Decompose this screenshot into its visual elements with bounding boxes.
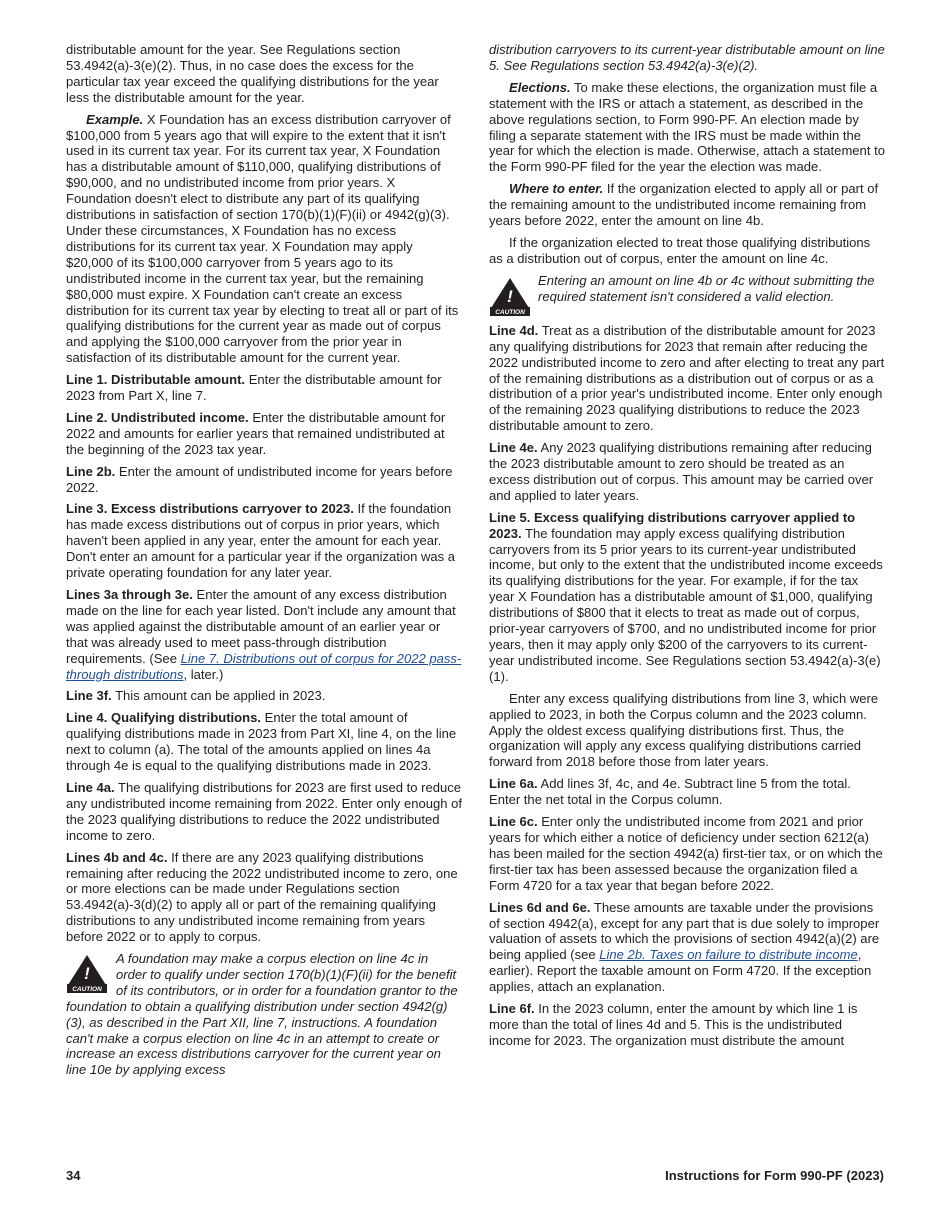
footer-title: Instructions for Form 990-PF (2023) bbox=[665, 1168, 884, 1183]
line-3-heading: Line 3. Excess distributions carryover to 2023. bbox=[66, 501, 354, 517]
elections-text: To make these elections, the organization must file a statement with the IRS or attach a statement, as described in the above regulations section, to Form 990-PF. An election made by filing a separate statement with the IRS must be made within the year for which the election is made. Otherwise, attach a statement to the Form 990-PF filed for the year the election was made. bbox=[489, 79, 885, 175]
line-3-paragraph bbox=[66, 501, 462, 581]
line-2b-heading: Line 2b. bbox=[66, 463, 116, 479]
line-2-heading: Line 2. Undistributed income. bbox=[66, 409, 249, 425]
caution-text: Entering an amount on line 4b or 4c without submitting the required statement isn't considered a valid election. bbox=[538, 272, 875, 304]
line-2-paragraph bbox=[66, 410, 462, 458]
line-4d-text: Treat as a distribution of the distributable amount for 2023 any qualifying distributions for 2023 that remain after reducing the 2022 undistributed income to zero and after electing to treat any part of the remaining distributions as a distribution out of corpus or as a distribution of a prior year's undistributed income. Enter only enough of the remaining 2023 qualifying distributions to reduce the 2023 distributable amount to zero. bbox=[489, 322, 885, 434]
example-paragraph bbox=[66, 112, 462, 367]
caution-icon bbox=[489, 277, 531, 317]
line-2b-paragraph bbox=[66, 464, 462, 496]
left-column bbox=[66, 42, 462, 1084]
line-6c-text: Enter only the undistributed income from 2021 and prior years for which either a notice of deficiency under section 6212(a) has been mailed for the section 4942(a) first-tier tax, or on which the first-tier tax has been assessed because the organization filed a Form 4720 for a tax year that began before 2022. bbox=[489, 814, 883, 893]
caution-mark: ! bbox=[507, 286, 513, 306]
lines-4b-4c-heading: Lines 4b and 4c. bbox=[66, 849, 168, 865]
line-4e-text: Any 2023 qualifying distributions remaining after reducing the 2023 distributable amount to zero should be treated as an excess distribution out of corpus. This amount may be carried over and applied to later years. bbox=[489, 440, 874, 503]
line-5-heading: Line 5. Excess qualifying distributions carryover applied to 2023. bbox=[489, 509, 856, 541]
line-7-distributions-link[interactable]: Line 7. Distributions out of corpus for 2022 pass-through distributions bbox=[66, 650, 462, 682]
elections-heading: Elections. bbox=[509, 79, 571, 95]
line-3-text: If the foundation has made excess distributions out of corpus in prior years, which haven't been applied in any year, enter the amount for each year. Don't enter an amount for a particular year if the organization was a private operating foundation for any later year. bbox=[66, 501, 456, 581]
line-4a-text: The qualifying distributions for 2023 are first used to reduce any undistributed income remaining from 2022. Enter only enough of the 2023 qualifying distributions to reduce the 2022 undistributed income to zero. bbox=[66, 779, 462, 843]
line-4e-paragraph bbox=[489, 440, 885, 504]
line-4d-heading: Line 4d. bbox=[489, 322, 539, 338]
lines-6d-6e-after: , earlier). Report the taxable amount on Form 4720. If the exception applies, attach an explanation. bbox=[489, 947, 872, 995]
line-4d-paragraph bbox=[489, 323, 885, 434]
line-4-text: Enter the total amount of qualifying distributions made in 2023 from Part XI, line 4, on the line next to column (a). The total of the amounts applied on lines 4a through 4e is equal to the qualifying distributions made in 2023. bbox=[66, 710, 457, 774]
lines-4b-4c-paragraph bbox=[66, 850, 462, 945]
right-column bbox=[489, 42, 885, 1055]
caution-continued: distribution carryovers to its current-year distributable amount on line 5. See Regulations section 53.4942(a)-3(e)(2). bbox=[489, 42, 885, 73]
example-text: X Foundation has an excess distribution carryover of $100,000 from 5 years ago that will expire to the extent that it isn't used in its current tax year. For its current tax year, X Foundation has a distributable amount of $110,000, qualifying distributions of $90,000, and no undistributed income from prior years. X Foundation doesn't elect to distribute any part of its qualifying distributions in satisfaction of section 170(b)(1)(F)(ii) or 4942(g)(3). Under these circumstances, X Foundation has no excess distributions for its current tax year. X Foundation may apply $20,000 of its $100,000 carryover from 5 years ago to its undistributed income in the current tax year, but the remaining $80,000 must expire. X Foundation can't create an excess distribution for its current tax year by electing to treat all or part of its qualifying distributions for the current year as made out of corpus and applying the $100,000 carryover from the prior year in satisfaction of its distributable amount for the current year. bbox=[66, 111, 459, 366]
caution-label: CAUTION bbox=[495, 308, 525, 316]
caution-mark: ! bbox=[84, 964, 90, 984]
corpus-paragraph: If the organization elected to treat those qualifying distributions as a distribution out of corpus, enter the amount on line 4c. bbox=[489, 234, 871, 266]
page-number: 34 bbox=[66, 1168, 81, 1183]
line-2b-taxes-link[interactable]: Line 2b. Taxes on failure to distribute income bbox=[599, 947, 858, 963]
lines-4b-4c-text: If there are any 2023 qualifying distributions remaining after reducing the 2022 undistributed income to zero, one or more elections can be made under Regulations section 53.4942(a)-3(d)(2) to apply all or part of the remaining qualifying distributions to any undistributed income remaining from years before 2022 or to apply to corpus. bbox=[66, 849, 458, 945]
lines-6d-6e-heading: Lines 6d and 6e. bbox=[489, 899, 591, 915]
line-1-heading: Line 1. Distributable amount. bbox=[66, 372, 246, 388]
line-3a-text: Enter the amount of any excess distribution made on the line for each year listed. Don't include any amount that was applied against the distributable amount of an earlier year or that was already used to meet pass-through distribution requirements. (See bbox=[66, 587, 456, 666]
caution-icon bbox=[66, 954, 108, 994]
line-4e-heading: Line 4e. bbox=[489, 440, 538, 456]
where-to-enter-heading: Where to enter. bbox=[509, 181, 604, 197]
line-2b-text: Enter the amount of undistributed income for years before 2022. bbox=[66, 463, 453, 495]
line-6a-heading: Line 6a. bbox=[489, 776, 538, 792]
line-3a-paragraph bbox=[66, 587, 462, 682]
line-6f-heading: Line 6f. bbox=[489, 1001, 535, 1017]
line-5-paragraph bbox=[489, 510, 885, 685]
line-4a-paragraph bbox=[66, 780, 462, 844]
line-6a-text: Add lines 3f, 4c, and 4e. Subtract line 5 from the total. Enter the net total in the Corpus column. bbox=[489, 776, 851, 808]
line-3f-text: This amount can be applied in 2023. bbox=[115, 688, 326, 704]
caution-text: A foundation may make a corpus election on line 4c in order to qualify under section 170(b)(1)(F)(ii) for the benefit of its contributors, or in order for a foundation grantor to the foundation to obtain a qualifying distribution under section 4942(g)(3), as described in the Part XII, line 7, instructions. A foundation can't make a corpus election on line 4c in an attempt to create or increase an excess distributions carryover for the current year on line 10e by applying excess bbox=[66, 951, 458, 1078]
line-6a-paragraph bbox=[489, 776, 885, 808]
line-4-paragraph bbox=[66, 710, 462, 774]
line-3a-heading: Lines 3a through 3e. bbox=[66, 587, 193, 602]
paragraph-continued: distributable amount for the year. See Regulations section 53.4942(a)-3(e)(2). Thus, in no case does the excess for the particular tax year exceed the qualifying distributions for the year less the distributable amount for the year. bbox=[66, 42, 439, 105]
line-5-continued-paragraph: Enter any excess qualifying distributions from line 3, which were applied to 2023, in both the Corpus column and the 2023 column. Apply the oldest excess qualifying distributions first. Thus, the organization will apply any excess qualifying distributions carried forward from 2018 before those from later years. bbox=[489, 690, 879, 770]
line-6c-heading: Line 6c. bbox=[489, 814, 538, 830]
lines-6d-6e-paragraph bbox=[489, 900, 885, 995]
line-2-text: Enter the distributable amount for 2022 and amounts for earlier years that remained undistributed at the beginning of the 2023 tax year. bbox=[66, 409, 446, 457]
where-to-enter-text: If the organization elected to apply all or part of the remaining amount to the undistributed income remaining from years before 2022, enter the amount on line 4b. bbox=[489, 181, 879, 229]
elections-paragraph bbox=[489, 80, 885, 175]
line-3f-heading: Line 3f. bbox=[66, 688, 112, 704]
line-6f-text: In the 2023 column, enter the amount by which line 1 is more than the total of lines 4d and 5. This is the undistributed income for 2023. The organization must distribute the amount bbox=[489, 1001, 858, 1048]
line-5-text: The foundation may apply excess qualifying distribution carryovers from its 5 prior years to its current-year undistributed income, but only to the extent that the undistributed income exceeds its qualifying distributions for the year. For example, if for the tax year X Foundation has a distributable amount of $1,000, qualifying distributions of $800 that it elects to treat as made out of corpus, prior-year carryovers of $700, and no undistributed income for prior years, then it may apply only $200 of the carryovers to its current-year undistributed income. See Regulations section 53.4942(a)-3(e)(1). bbox=[489, 525, 883, 684]
caution-note-statement bbox=[489, 273, 885, 317]
line-3f-paragraph bbox=[66, 688, 462, 704]
caution-label: CAUTION bbox=[72, 986, 102, 994]
line-4-heading: Line 4. Qualifying distributions. bbox=[66, 710, 261, 726]
line-1-paragraph bbox=[66, 372, 462, 404]
line-6f-paragraph bbox=[489, 1001, 885, 1049]
line-3a-after: , later.) bbox=[183, 666, 224, 682]
lines-6d-6e-text: These amounts are taxable under the provisions of section 4942(a), except for any part that is due solely to improper valuation of assets to which the provisions of section 4942(a)(2) are being applied (see bbox=[489, 899, 880, 963]
line-1-text: Enter the distributable amount for 2023 from Part X, line 7. bbox=[66, 372, 442, 404]
line-4a-heading: Line 4a. bbox=[66, 779, 115, 795]
example-heading: Example. bbox=[86, 111, 144, 127]
where-to-enter-paragraph bbox=[489, 181, 885, 229]
line-6c-paragraph bbox=[489, 814, 885, 894]
caution-note-corpus-election bbox=[66, 951, 462, 1078]
